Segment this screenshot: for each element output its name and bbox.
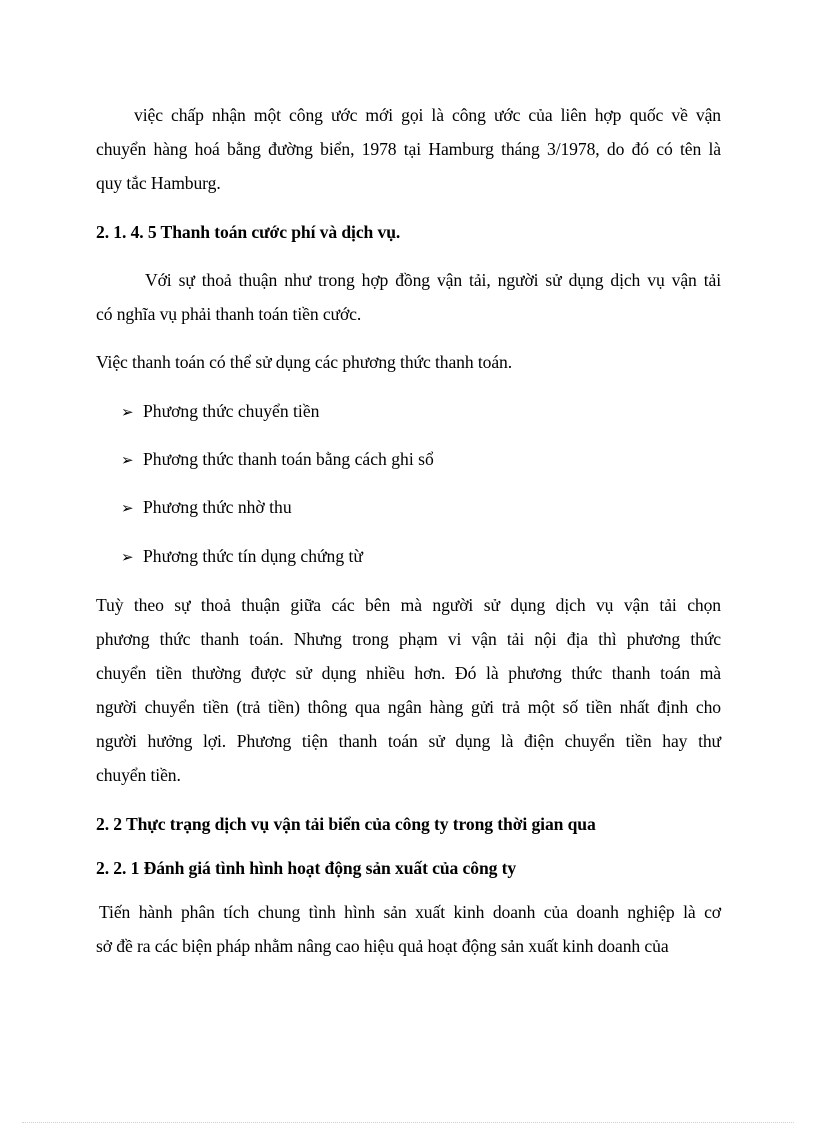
- arrow-bullet-icon: ➢: [121, 403, 134, 421]
- arrow-bullet-icon: ➢: [121, 451, 134, 469]
- methods-intro: Việc thanh toán có thể sử dụng các phương thức thanh toán.: [96, 352, 513, 372]
- section-heading-2-1-4-5: 2. 1. 4. 5 Thanh toán cước phí và dịch vụ.: [96, 222, 401, 242]
- method-label: Phương thức nhờ thu: [143, 497, 292, 517]
- arrow-bullet-icon: ➢: [121, 548, 134, 566]
- payment-line-1: Với sự thoả thuận như trong hợp đồng vận tải, người sử dụng dịch vụ vận tải: [145, 270, 721, 290]
- agreement-line-3: chuyển tiền thường được sử dụng nhiều hơn. Đó là phương thức thanh toán mà: [96, 663, 721, 683]
- analysis-line-2: sở đề ra các biện pháp nhằm nâng cao hiệu quả hoạt động sản xuất kinh doanh của: [96, 936, 669, 956]
- agreement-line-6: chuyển tiền.: [96, 765, 181, 785]
- method-label: Phương thức thanh toán bằng cách ghi sổ: [143, 449, 434, 469]
- arrow-bullet-icon: ➢: [121, 499, 134, 517]
- analysis-line-1: Tiến hành phân tích chung tình hình sản xuất kinh doanh của doanh nghiệp là cơ: [99, 902, 721, 922]
- method-label: Phương thức chuyển tiền: [143, 401, 320, 421]
- section-heading-2-2: 2. 2 Thực trạng dịch vụ vận tải biển của công ty trong thời gian qua: [96, 814, 596, 834]
- agreement-line-2: phương thức thanh toán. Nhưng trong phạm vi vận tải nội địa thì phương thức: [96, 629, 721, 649]
- agreement-line-5: người hưởng lợi. Phương tiện thanh toán sử dụng là điện chuyển tiền hay thư: [96, 731, 721, 751]
- intro-line-2: chuyển hàng hoá bằng đường biển, 1978 tại Hamburg tháng 3/1978, do đó có tên là: [96, 139, 721, 159]
- agreement-line-4: người chuyển tiền (trả tiền) thông qua ngân hàng gửi trả một số tiền nhất định cho: [96, 697, 721, 717]
- intro-line-3: quy tắc Hamburg.: [96, 173, 221, 193]
- method-label: Phương thức tín dụng chứng từ: [143, 546, 363, 566]
- list-item: [121, 497, 681, 518]
- intro-line-1: việc chấp nhận một công ước mới gọi là công ước của liên hợp quốc về vận: [134, 105, 721, 125]
- agreement-line-1: Tuỳ theo sự thoả thuận giữa các bên mà người sử dụng dịch vụ vận tải chọn: [96, 595, 721, 615]
- section-heading-2-2-1: 2. 2. 1 Đánh giá tình hình hoạt động sản xuất của công ty: [96, 858, 517, 878]
- list-item: [121, 546, 681, 567]
- payment-line-2: có nghĩa vụ phải thanh toán tiền cước.: [96, 304, 362, 324]
- list-item: [121, 401, 681, 422]
- list-item: [121, 449, 681, 470]
